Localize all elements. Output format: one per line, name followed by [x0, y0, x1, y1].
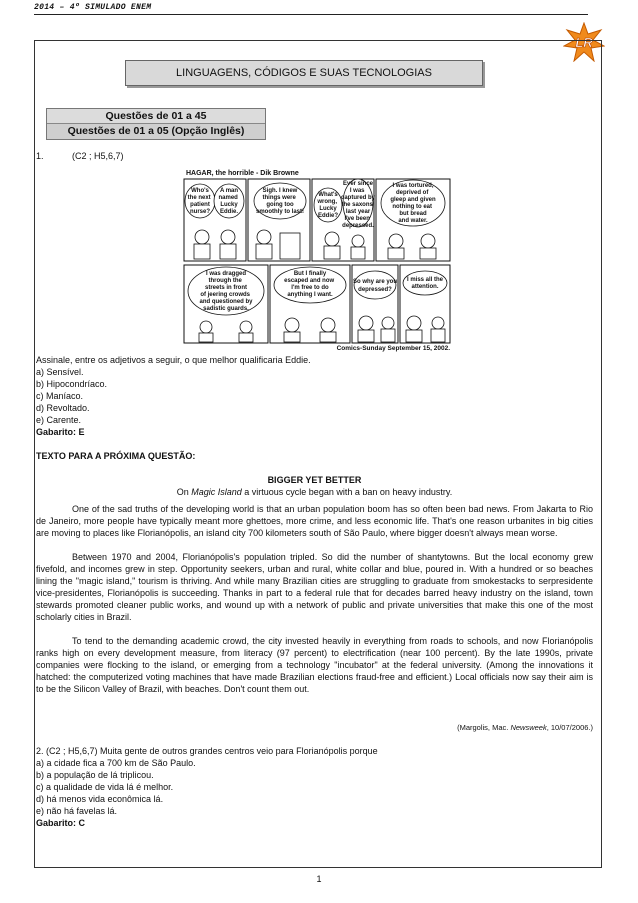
q1-code: (C2 ; H5,6,7) [72, 151, 124, 161]
balloon-6: I was tortured, deprived of gleep and given nothing to eat but bread and water. [390, 183, 436, 224]
hagar-comic-strip [182, 167, 452, 352]
article-paragraph-2: Between 1970 and 2004, Florianópolis's population tripled. So did the number of shantytowns. But the local economy grew fivefold, and incomes grew in step. Opportunity seekers, urban and rural, white collar and blue, poured in. With a hundred or so beaches lining the "magic island," tourism is thriving. And while many Brazilian cities are struggling to graduate from smokestacks to serpresidente vice-presidentes, Florianópolis is succeeding. Thanks in part to a federal rule that for decades barred heavy industry on the island, town stewards promoted cleaner public works, and wound up with a network of public and private universities that make this one of the most scholarly cities in Brazil. [36, 552, 593, 622]
q1-number: 1. [36, 151, 44, 161]
balloon-7: I was dragged through the streets in front of jeering crowds and questioned by sadistic guards. [199, 271, 253, 312]
balloon-8: But I finally escaped and now I'm free to do anything I want. [284, 271, 335, 298]
header-title: 2014 – 4º SIMULADO ENEM [34, 3, 152, 12]
balloon-10: I miss all the attention. [406, 277, 444, 290]
q1-option-a: a) Sensível. [36, 367, 84, 377]
balloon-2: A man named Lucky Eddie. [218, 188, 239, 215]
balloon-3: Sigh. I knew things were going too smoothly to last! [255, 188, 305, 215]
q2-option-e: e) não há favelas lá. [36, 806, 118, 816]
q1-answer: Gabarito: E [36, 427, 85, 437]
balloon-9: So why are you depressed? [352, 279, 398, 293]
questions-box [46, 108, 266, 140]
q2-option-b: b) a população de lá triplicou. [36, 770, 154, 780]
q2-option-d: d) há menos vida econômica lá. [36, 794, 164, 804]
article-paragraph-3: To tend to the demanding academic crowd, the city invested heavily in everything from roads to schools, and now Florianópolis ranks high on every development measure, from literacy (97 percent) to electrification (near 100 percent). By the late 1990s, private companies were flocking to the island, or emerging from a technology "incubator" at the federal university. (Among the innovations it hatched: the computerized voting machines that have made Brazilian elections fraud-free and efficient.) Local officials now say their aim is to be the Silicon Valley of Brazil, with beaches. Don't count them out. [36, 636, 593, 694]
balloon-5: Ever since I was captured by the saxons last year I've been depressed. [340, 181, 376, 229]
q1-prompt: Assinale, entre os adjetivos a seguir, o que melhor qualificaria Eddie. [36, 355, 311, 365]
balloon-1: Who's the next patient nurse? [187, 188, 211, 215]
header-rule [34, 14, 588, 15]
article-source: (Margolis, Mac. Newsweek, 10/07/2006.) [457, 723, 593, 732]
comic-credit: Comics-Sunday September 15, 2002. [336, 345, 450, 352]
page-number: 1 [316, 874, 322, 884]
q1-option-b: b) Hipocondríaco. [36, 379, 108, 389]
q1-option-c: c) Maníaco. [36, 391, 84, 401]
q1-option-e: e) Carente. [36, 415, 82, 425]
article-subtitle: On Magic Island a virtuous cycle began with a ban on heavy industry. [176, 487, 453, 497]
q2-stem: 2. (C2 ; H5,6,7) Muita gente de outros grandes centros veio para Florianópolis porque [36, 746, 378, 756]
q2-answer: Gabarito: C [36, 818, 86, 828]
questions-english-range: Questões de 01 a 05 (Opção Inglês) [47, 123, 265, 138]
article-paragraph-1: One of the sad truths of the developing world is that an urban population boom has so often been bad news. From Jakarta to Rio de Janeiro, more people have typically meant more ghettoes, more crime, and less economic life. That's one reason urbanites in big cities are moving to places like Florianópolis, an island city 700 kilometers south of São Paulo, where bigger doesn't always mean worse. [36, 504, 593, 538]
q2-option-a: a) a cidade fica a 700 km de São Paulo. [36, 758, 196, 768]
section-banner: LINGUAGENS, CÓDIGOS E SUAS TECNOLOGIAS [125, 60, 483, 86]
questions-range: Questões de 01 a 45 [47, 109, 265, 123]
q1-option-d: d) Revoltado. [36, 403, 90, 413]
article-title: BIGGER YET BETTER [267, 475, 362, 485]
texto-label: TEXTO PARA A PRÓXIMA QUESTÃO: [36, 451, 196, 461]
logo-text: LR [575, 35, 593, 50]
balloon-4: What's wrong, Lucky Eddie? [317, 192, 339, 219]
q2-option-c: c) a qualidade de vida lá é melhor. [36, 782, 174, 792]
comic-title: HAGAR, the horrible - Dik Browne [186, 170, 299, 177]
